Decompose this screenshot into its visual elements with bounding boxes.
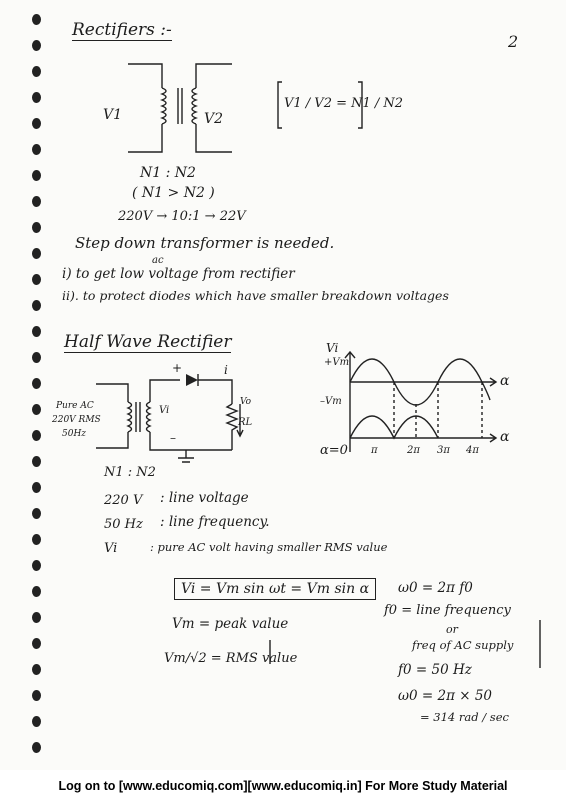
peak-value-eq: Vm = peak value [172,616,289,632]
supply-pure-ac: Pure AC [56,401,94,411]
supply-220v: 220V RMS [52,415,101,425]
omega-value: = 314 rad / sec [420,710,509,724]
graph-alpha-lower: α [500,429,510,445]
f0-definition: f0 = line frequency [384,603,511,618]
or-text: or [446,623,458,636]
f0-alternative: freq of AC supply [412,638,514,652]
transformer-v2: V2 [204,111,224,127]
rms-value-eq: Vm/√2 = RMS value [164,651,298,666]
graph-vi-label: Vi [326,341,339,355]
vi-symbol: Vi [104,541,118,556]
vi-description: : pure AC volt having smaller RMS value [150,540,388,554]
omega-calc: ω0 = 2π × 50 [398,688,493,704]
ac-note: ac [152,255,164,266]
supply-50hz: 50Hz [62,429,87,439]
stepdown-line1: Step down transformer is needed. [75,234,335,252]
line-frequency-desc: : line frequency. [160,514,270,530]
line-frequency-value: 50 Hz [104,517,143,532]
turns-ratio-equation: V1 / V2 = N1 / N2 [284,96,404,111]
line-voltage-value: 220 V [104,493,143,508]
stepdown-line3: ii). to protect diodes which have smaller breakdown voltages [62,288,449,303]
graph-vm-pos: +Vm [324,357,350,368]
graph-tick-2pi: 2π [407,445,420,456]
graph-tick-pi: π [371,445,378,456]
stepdown-line2: i) to get low voltage from rectifier [62,266,295,282]
halfwave-title: Half Wave Rectifier [64,332,232,352]
input-vi: Vi [159,405,170,416]
graph-vm-neg: –Vm [320,396,342,407]
halfwave-turns: N1 : N2 [104,465,156,480]
footer-banner: Log on to [www.educomiq.com][www.educomiq.in] For More Study Material [58,779,508,793]
f0-value: f0 = 50 Hz [398,662,472,678]
graph-tick-3pi: 3π [437,445,450,456]
graph-alpha-zero: α=0 [320,443,348,458]
transformer-v1: V1 [103,107,123,123]
line-voltage-desc: : line voltage [160,490,249,506]
page-number: 2 [508,32,519,51]
output-vo: Vo [240,397,252,407]
voltage-conversion: 220V → 10:1 → 22V [118,209,246,224]
minus-sign: – [170,431,176,445]
page-heading: Rectifiers :- [72,20,172,40]
graph-tick-4pi: 4π [466,445,479,456]
turns-condition: ( N1 > N2 ) [132,185,215,201]
transformer-turns: N1 : N2 [140,165,196,181]
load-rl: RL [238,417,253,428]
main-equation: Vi = Vm sin ωt = Vm sin α [174,578,376,600]
plus-sign: + [172,361,183,375]
omega-definition: ω0 = 2π f0 [398,580,473,596]
current-i: i [224,363,228,377]
graph-alpha-upper: α [500,373,510,389]
